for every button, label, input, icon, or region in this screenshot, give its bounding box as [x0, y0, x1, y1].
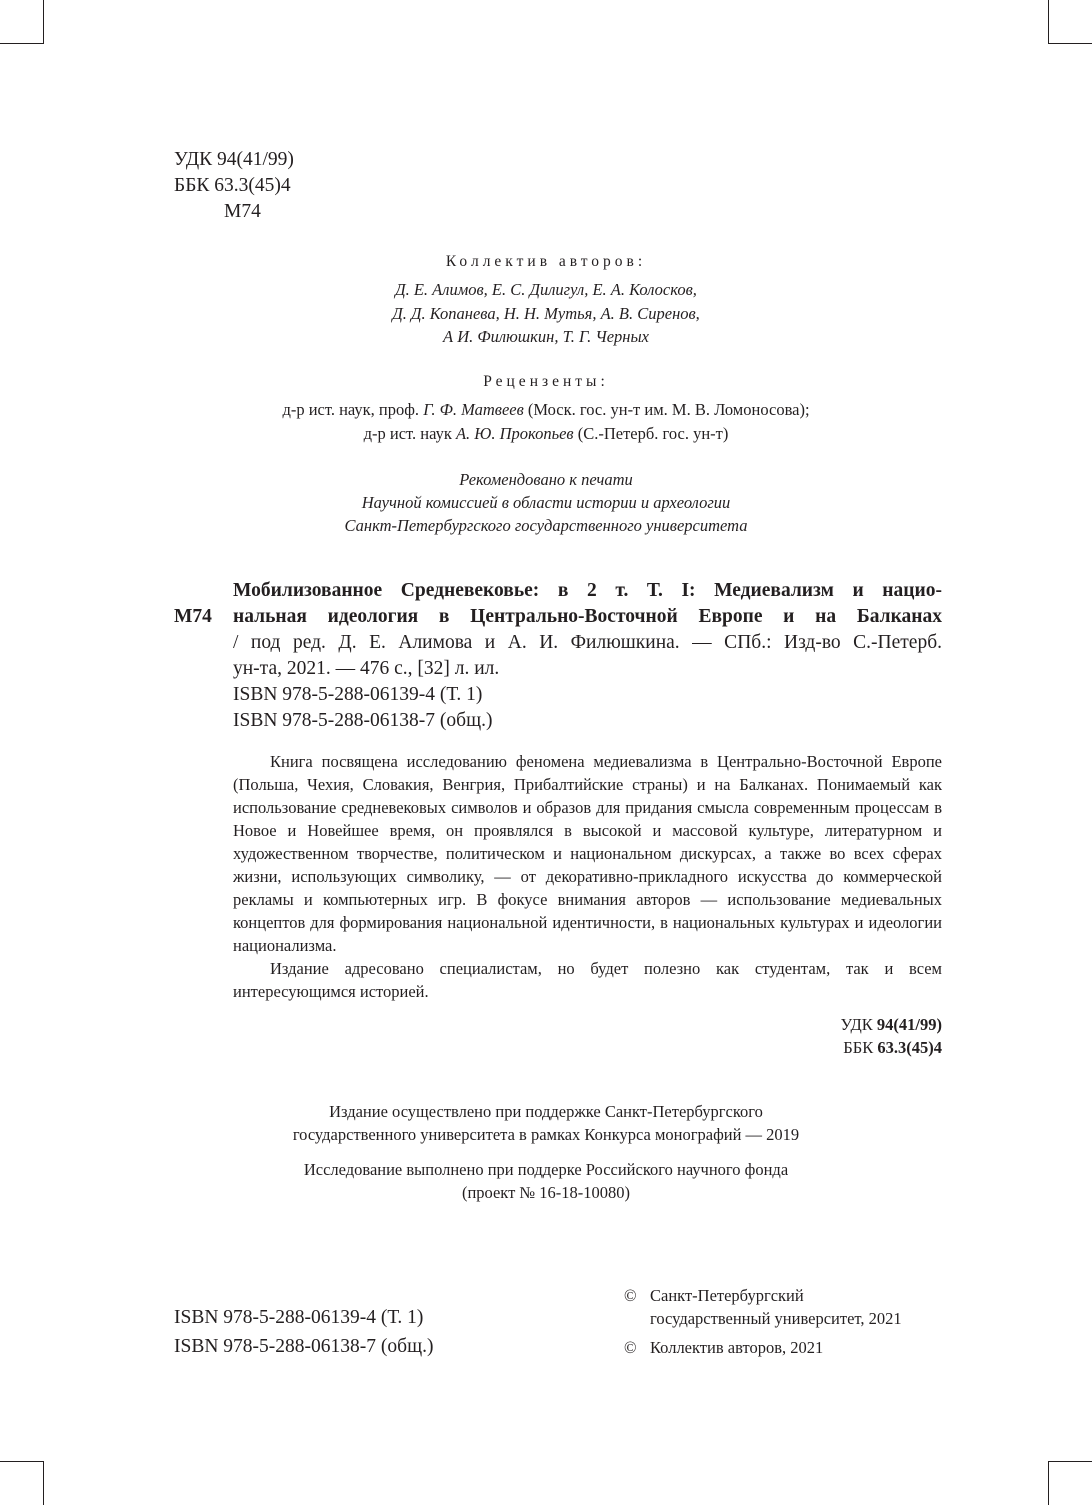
authors-line: Д. Е. Алимов, Е. С. Дилигул, Е. А. Колосков,: [395, 280, 697, 299]
isbn-line: ISBN 978-5-288-06139-4 (Т. 1): [233, 684, 483, 705]
recommendation-line: Рекомендовано к печати: [459, 470, 633, 489]
isbn-line: ISBN 978-5-288-06138-7 (общ.): [174, 1336, 434, 1357]
bibliographic-record: [174, 578, 942, 734]
support-note: [0, 1100, 1092, 1146]
crop-mark: [0, 1461, 44, 1462]
abstract: [233, 750, 942, 1003]
crop-mark: [43, 1461, 44, 1505]
udk-code: УДК 94(41/99): [174, 149, 294, 170]
index-mark: М74: [174, 606, 212, 627]
recommendation-line: Научной комиссией в области истории и археологии: [361, 493, 731, 512]
isbn-line: ISBN 978-5-288-06139-4 (Т. 1): [174, 1307, 424, 1328]
support-line: государственного университета в рамках Конкурса монографий — 2019: [292, 1125, 800, 1144]
imprint-line: ун-та, 2021. — 476 с., [32] л. ил.: [233, 658, 500, 679]
reviewer-degree: д-р ист. наук, проф.: [282, 400, 424, 419]
reviewer-name: А. Ю. Прокопьев: [455, 424, 574, 443]
book-title-line: М74 нальная идеология в Центрально-Восточной Европе и на Балканах: [174, 604, 942, 630]
udk-code: УДК 94(41/99): [840, 1015, 942, 1034]
copyright-icon: ©: [624, 1338, 637, 1357]
bbk-code: ББК 63.3(45)4: [843, 1038, 942, 1057]
support-line: Издание осуществлено при поддержке Санкт-Петербургского: [329, 1102, 763, 1121]
classification-right: [841, 1013, 942, 1059]
reviewer-affiliation: (Моск. гос. ун-т им. М. В. Ломоносова);: [523, 400, 810, 419]
crop-mark: [0, 43, 44, 44]
reviewer-name: Г. Ф. Матвеев: [423, 400, 524, 419]
copyright-text: Коллектив авторов, 2021: [650, 1338, 824, 1357]
authors-list: [0, 278, 1092, 349]
authors-line: А И. Филюшкин, Т. Г. Черных: [443, 327, 649, 346]
grant-note: [0, 1158, 1092, 1204]
crop-mark: [43, 0, 44, 44]
author-mark: М74: [224, 201, 261, 222]
copyright-holder: [624, 1284, 902, 1330]
copyright-icon: ©: [624, 1286, 637, 1305]
isbn-block: [174, 1303, 433, 1361]
authors-line: Д. Д. Копанева, Н. Н. Мутья, А. В. Сиренов,: [392, 303, 700, 323]
reviewers-list: [0, 398, 1092, 446]
book-title-line: Мобилизованное Средневековье: в 2 т. Т. I: Медиевализм и нацио-: [233, 580, 942, 601]
crop-mark: [1048, 0, 1049, 44]
reviewer-affiliation: (С.-Петерб. гос. ун-т): [573, 424, 729, 443]
crop-mark: [1048, 1461, 1092, 1462]
grant-line: Исследование выполнено при поддерке Российского научного фонда: [303, 1160, 789, 1179]
recommendation-line: Санкт-Петербургского государственного университета: [344, 516, 748, 535]
bbk-code: ББК 63.3(45)4: [174, 175, 291, 196]
copyright-holder: [624, 1336, 823, 1359]
isbn-line: ISBN 978-5-288-06138-7 (общ.): [233, 710, 493, 731]
editors-line: / под ред. Д. Е. Алимова и А. И. Филюшкина. — СПб.: Изд-во С.-Петерб.: [233, 632, 942, 653]
reviewer-line: [0, 398, 1092, 422]
reviewers-heading: Рецензенты:: [483, 373, 609, 390]
crop-mark: [1048, 1461, 1049, 1505]
copyright-text: Санкт-Петербургский: [650, 1286, 804, 1305]
recommendation: [0, 468, 1092, 537]
reviewer-line: [0, 422, 1092, 446]
abstract-paragraph: Книга посвящена исследованию феномена медиевализма в Центрально-Восточной Европе (Польша, Чехия, Словакия, Венгрия, Прибалтийские страны) и на Балканах. Понимаемый как использование средневековых символов и образов для придания смысла современным процессам в Новое и Новейшее время, он проявлялся в высокой и массовой культуре, литературном и художественном творчестве, политическом и национальном дискурсах, а также во всех сферах жизни, использующих символику, — от декоративно-прикладного искусства до коммерческой рекламы и компьютерных игр. В фокусе внимания авторов — использование медиевальных концептов для формирования национальной идентичности, в национальных культурах и идеологии национализма.: [233, 752, 942, 955]
authors-heading: Коллектив авторов:: [445, 253, 647, 270]
classification-block: [174, 147, 294, 225]
reviewer-degree: д-р ист. наук: [363, 424, 456, 443]
crop-mark: [1048, 43, 1092, 44]
grant-line: (проект № 16-18-10080): [461, 1183, 631, 1202]
abstract-paragraph: Издание адресовано специалистам, но будет полезно как студентам, так и всем интересующимся историей.: [233, 959, 942, 1001]
copyright-text: государственный университет, 2021: [650, 1309, 902, 1328]
